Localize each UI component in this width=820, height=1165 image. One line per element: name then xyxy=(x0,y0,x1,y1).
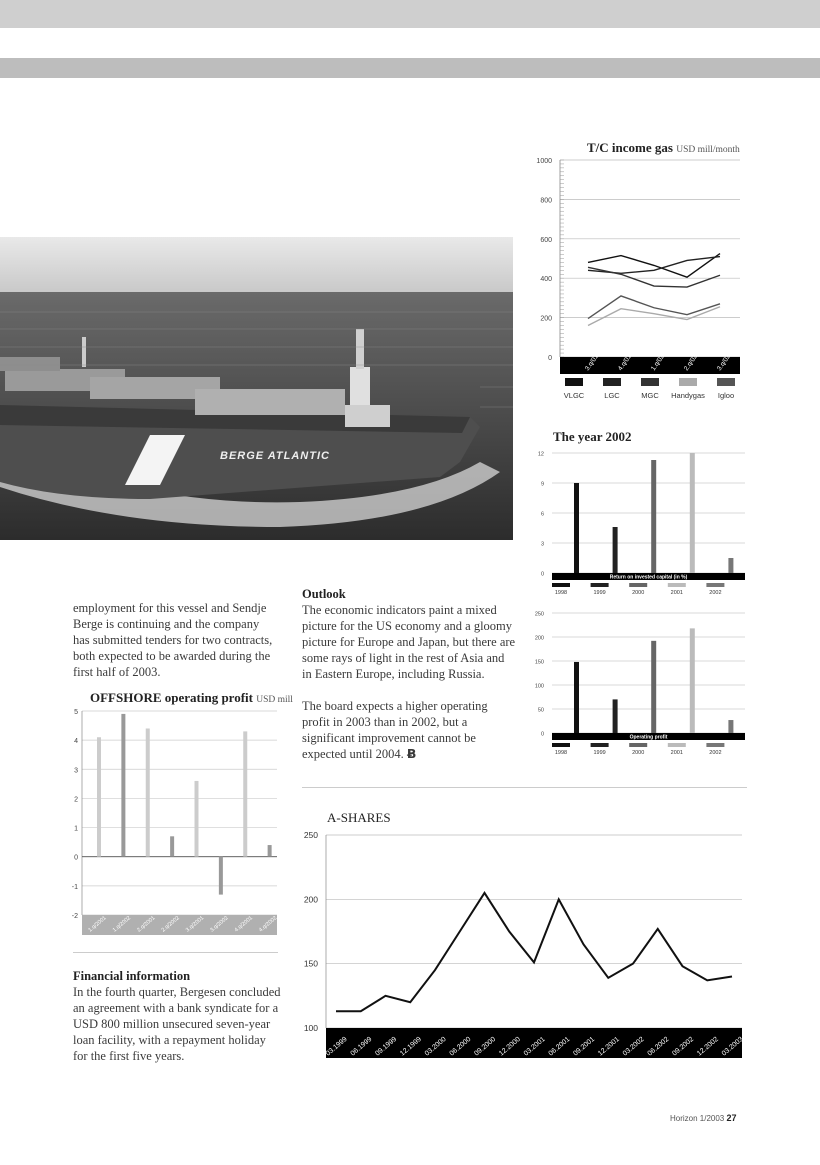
op-legend-swatch xyxy=(629,743,647,747)
roic-legend-swatch xyxy=(552,583,570,587)
op-x-tick-label: 2001 xyxy=(670,750,683,756)
financial-heading: Financial information xyxy=(73,969,191,983)
op-y-tick-label: 100 xyxy=(534,683,544,690)
offshore-x-tick-label: 3.q/2002 xyxy=(209,915,230,934)
ashares-x-tick-label: 03.2002 xyxy=(621,1035,646,1058)
ashares-y-tick-label: 250 xyxy=(303,830,318,840)
offshore-bar xyxy=(97,737,101,856)
tc-title: T/C income gas xyxy=(587,140,673,155)
op-legend-swatch xyxy=(552,743,570,747)
offshore-x-tick-label: 3.q/2001 xyxy=(184,915,206,934)
op-y-tick-label: 200 xyxy=(534,635,544,642)
bergesen-logo-icon: Ƀ xyxy=(406,746,417,761)
ship-photo-graphic xyxy=(0,237,513,540)
tc-x-tick-label: 3.q/02 xyxy=(715,353,733,373)
offshore-y-tick-label: -1 xyxy=(71,883,78,891)
ashares-y-tick-label: 200 xyxy=(303,894,318,905)
tc-legend-swatch xyxy=(679,378,697,386)
offshore-bar xyxy=(219,857,223,895)
year-2002-title: The year 2002 xyxy=(553,429,632,444)
offshore-y-tick-label: 0 xyxy=(74,854,78,862)
ashares-x-tick-label: 06.1999 xyxy=(349,1035,374,1058)
ashares-x-tick-label: 06.2001 xyxy=(547,1035,572,1058)
top-band-lower xyxy=(0,58,820,78)
offshore-bar xyxy=(170,836,174,856)
op-y-tick-label: 0 xyxy=(540,731,544,738)
roic-chart xyxy=(530,445,750,600)
tc-x-tick-label: 3.q/01 xyxy=(583,353,601,373)
op-band-label: Operating profit xyxy=(629,734,668,741)
op-x-tick-label: 1998 xyxy=(554,750,568,756)
offshore-operating-profit-chart xyxy=(62,705,282,940)
offshore-title: OFFSHORE operating profit xyxy=(90,690,253,705)
offshore-bar xyxy=(268,845,272,857)
tc-series-line xyxy=(588,254,720,278)
op-legend-swatch xyxy=(706,743,724,747)
tc-legend-label: VLGC xyxy=(563,391,585,400)
tc-y-tick-label: 600 xyxy=(540,236,552,244)
op-x-tick-label: 2000 xyxy=(632,750,645,756)
outlook-paragraph-1: The economic indicators paint a mixed picture for the US economy and a gloomy picture for Europe and Japan, but there are some rays of light in the rest of Asia and in Eastern Europe, including Russia. xyxy=(302,603,516,681)
roic-y-tick-label: 12 xyxy=(537,451,544,458)
roic-bar xyxy=(690,453,695,573)
tc-legend-swatch xyxy=(603,378,621,386)
roic-y-tick-label: 3 xyxy=(540,541,544,548)
offshore-bar xyxy=(243,731,247,856)
tc-x-tick-label: 2.q/02 xyxy=(682,353,700,373)
ashares-x-tick-label: 12.2001 xyxy=(597,1035,621,1058)
offshore-chart-title xyxy=(90,690,293,706)
roic-x-tick-label: 2002 xyxy=(709,590,722,596)
roic-legend-swatch xyxy=(706,583,724,587)
tc-y-tick-label: 1000 xyxy=(536,158,552,165)
ashares-x-tick-label: 06.2000 xyxy=(448,1035,473,1058)
tc-y-tick-label: 800 xyxy=(540,197,552,205)
offshore-x-tick-label: 1.q/2002 xyxy=(111,915,133,934)
offshore-x-tick-label: 2.q/2002 xyxy=(160,915,181,934)
ashares-x-tick-label: 03.2003 xyxy=(720,1035,745,1058)
col1-paragraph: employment for this vessel and Sendje Berge is continuing and the company has submitted tenders for two contracts, both expected to be awarded during the first half of 2003. xyxy=(73,601,273,679)
tc-legend-label: Handygas xyxy=(671,391,705,400)
roic-bar xyxy=(613,527,618,573)
footer-issue: Horizon 1/2003 xyxy=(670,1114,725,1123)
tc-series-line xyxy=(588,307,720,326)
ship-photo xyxy=(0,237,513,540)
ashares-x-tick-label: 03.1999 xyxy=(324,1035,349,1058)
page-number: 27 xyxy=(726,1113,737,1123)
roic-legend-swatch xyxy=(629,583,647,587)
op-legend-swatch xyxy=(591,743,609,747)
op-bar xyxy=(690,628,695,733)
ashares-x-tick-label: 09.2000 xyxy=(473,1035,498,1058)
offshore-y-tick-label: 1 xyxy=(74,825,78,833)
roic-band-label: Return on invested capital (in %) xyxy=(609,574,688,581)
tc-y-tick-label: 0 xyxy=(548,355,552,362)
tc-x-tick-label: 1.q/02 xyxy=(649,353,667,373)
offshore-x-tick-label: 4.q/2001 xyxy=(233,915,254,934)
outlook-paragraph-2: The board expects a higher operating profit in 2003 than in 2002, but a significant improvement cannot be expected until 2004. xyxy=(302,699,488,761)
offshore-x-tick-label: 4.q/2002 xyxy=(258,915,279,934)
ashares-x-tick-label: 09.2002 xyxy=(671,1035,696,1058)
roic-y-tick-label: 9 xyxy=(540,481,544,488)
top-band xyxy=(0,0,820,28)
op-y-tick-label: 150 xyxy=(534,659,544,666)
op-bar xyxy=(651,641,656,733)
offshore-bar xyxy=(121,714,125,857)
tc-x-tick-label: 4.q/01 xyxy=(616,353,634,373)
ashares-x-tick-label: 12.2000 xyxy=(498,1035,522,1058)
ashares-x-tick-label: 06.2002 xyxy=(646,1035,671,1058)
roic-legend-swatch xyxy=(668,583,686,587)
ashares-x-tick-label: 12.2002 xyxy=(696,1035,720,1058)
op-x-tick-label: 1999 xyxy=(593,750,606,756)
ashares-y-tick-label: 100 xyxy=(303,1023,318,1033)
ashares-chart xyxy=(290,825,750,1075)
roic-bar xyxy=(574,483,579,573)
offshore-unit: USD mill xyxy=(256,695,293,705)
op-bar xyxy=(574,662,579,733)
roic-x-tick-label: 2000 xyxy=(632,590,645,596)
ashares-x-tick-label: 12.1999 xyxy=(399,1035,423,1058)
ship-name: BERGE ATLANTIC xyxy=(220,450,330,462)
offshore-bar xyxy=(146,728,150,856)
ashares-x-tick-label: 03.2000 xyxy=(423,1035,448,1058)
offshore-y-tick-label: -2 xyxy=(71,913,78,920)
tc-legend-swatch xyxy=(565,378,583,386)
offshore-x-tick-label: 1.q/2001 xyxy=(87,915,108,934)
footer xyxy=(670,1113,737,1123)
roic-x-tick-label: 2001 xyxy=(670,590,683,596)
ashares-series-line xyxy=(336,893,732,1011)
op-legend-swatch xyxy=(668,743,686,747)
op-bar xyxy=(728,720,733,733)
ashares-title: A-SHARES xyxy=(327,810,391,825)
offshore-y-tick-label: 4 xyxy=(74,738,78,746)
ashares-x-tick-label: 09.2001 xyxy=(572,1035,597,1058)
roic-legend-swatch xyxy=(591,583,609,587)
operating-profit-chart xyxy=(530,605,750,760)
roic-bar xyxy=(651,460,656,573)
offshore-y-tick-label: 3 xyxy=(74,767,78,775)
tc-legend-swatch xyxy=(717,378,735,386)
roic-x-tick-label: 1999 xyxy=(593,590,606,596)
tc-legend-label: MGC xyxy=(641,391,659,400)
roic-bar xyxy=(728,558,733,573)
op-y-tick-label: 50 xyxy=(537,707,544,714)
outlook-section xyxy=(302,586,517,762)
roic-y-tick-label: 6 xyxy=(540,511,544,518)
roic-y-tick-label: 0 xyxy=(540,571,544,578)
roic-x-tick-label: 1998 xyxy=(554,590,568,596)
tc-legend-label: LGC xyxy=(604,391,620,400)
offshore-y-tick-label: 2 xyxy=(74,796,78,804)
tc-legend-swatch xyxy=(641,378,659,386)
financial-section xyxy=(73,968,283,1064)
ashares-x-tick-label: 09.1999 xyxy=(374,1035,399,1058)
ashares-y-tick-label: 150 xyxy=(303,958,318,969)
offshore-x-tick-label: 2.q/2001 xyxy=(136,915,157,934)
financial-divider xyxy=(73,952,278,953)
outlook-heading: Outlook xyxy=(302,587,346,601)
offshore-y-tick-label: 5 xyxy=(74,709,78,716)
financial-paragraph: In the fourth quarter, Bergesen concluded an agreement with a bank syndicate for a USD 800 million unsecured seven-year loan facility, with a repayment holiday for the first five years. xyxy=(73,985,281,1063)
tc-unit: USD mill/month xyxy=(676,145,740,155)
op-bar xyxy=(613,699,618,733)
tc-y-tick-label: 200 xyxy=(540,315,552,323)
tc-y-tick-label: 400 xyxy=(540,276,552,284)
tc-income-gas-chart xyxy=(525,152,750,407)
ashares-x-tick-label: 03.2001 xyxy=(522,1035,547,1058)
ashares-divider xyxy=(302,787,747,788)
offshore-bar xyxy=(195,781,199,857)
op-y-tick-label: 250 xyxy=(534,611,544,618)
tc-legend-label: Igloo xyxy=(717,391,735,400)
op-x-tick-label: 2002 xyxy=(709,750,722,756)
